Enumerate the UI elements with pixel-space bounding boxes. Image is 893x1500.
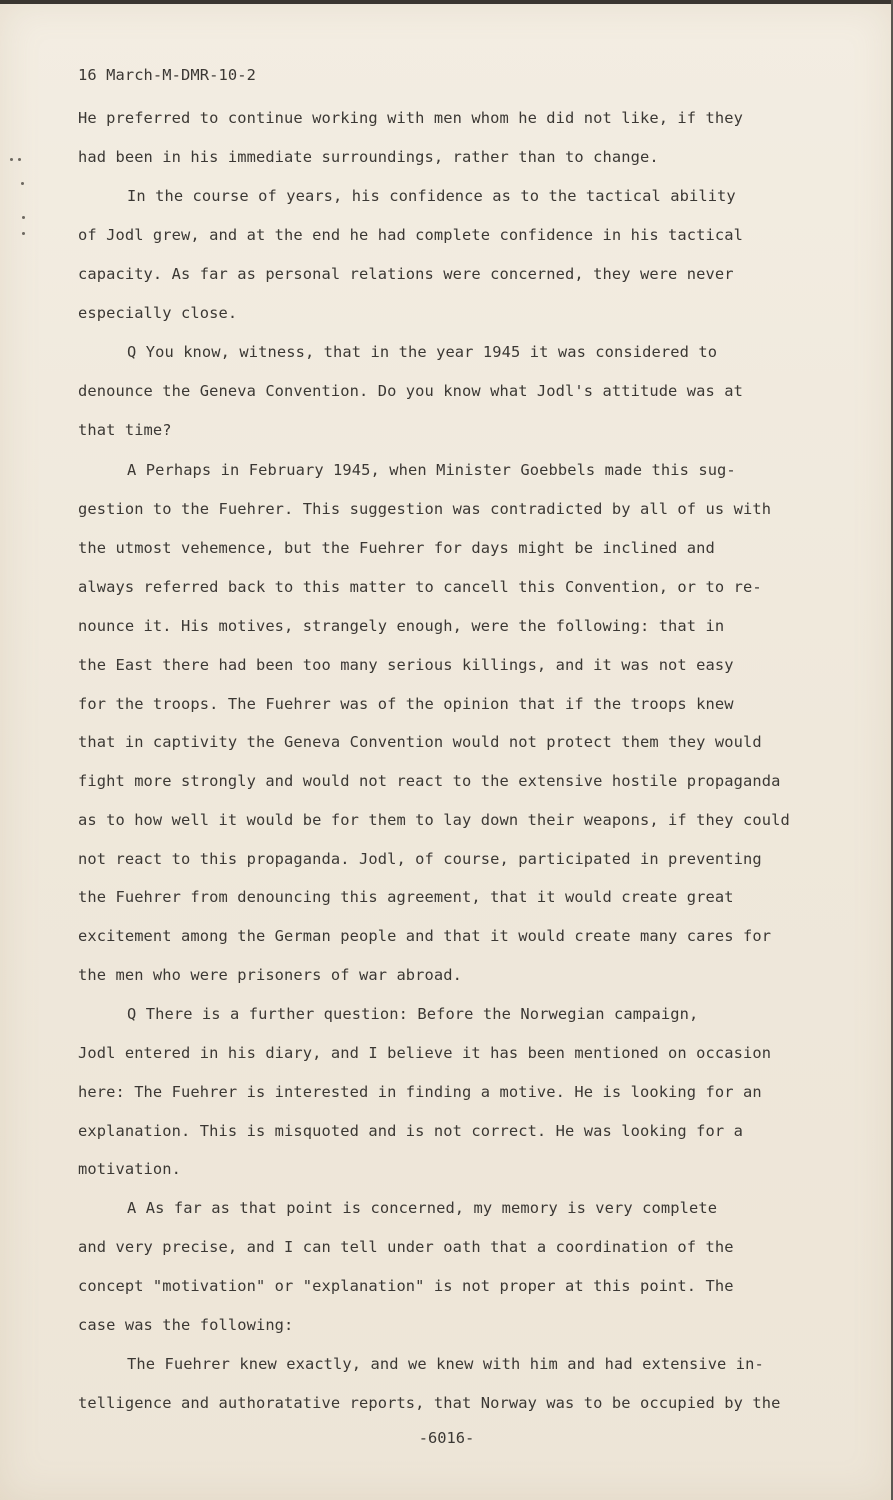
text-line: fight more strongly and would not react to the extensive hostile propaganda [78,772,781,790]
text-line: explanation. This is misquoted and is not correct. He was looking for a [78,1122,743,1140]
text-line: Q You know, witness, that in the year 1945 it was considered to [127,343,718,361]
text-line: especially close. [78,304,238,322]
text-line: that time? [78,421,172,439]
margin-mark [21,182,24,185]
text-line: here: The Fuehrer is interested in finding a motive. He is looking for an [78,1083,762,1101]
text-line: the utmost vehemence, but the Fuehrer for days might be inclined and [78,539,715,557]
text-line: telligence and authoratative reports, that Norway was to be occupied by the [78,1394,781,1412]
scan-edge-top [0,0,893,4]
text-line: for the troops. The Fuehrer was of the opinion that if the troops knew [78,695,734,713]
text-line: A Perhaps in February 1945, when Minister Goebbels made this sug- [127,461,736,479]
text-line: He preferred to continue working with men whom he did not like, if they [78,109,743,127]
text-line: The Fuehrer knew exactly, and we knew with him and had extensive in- [127,1355,764,1373]
text-line: had been in his immediate surroundings, rather than to change. [78,148,659,166]
text-line: A As far as that point is concerned, my memory is very complete [127,1199,718,1217]
margin-mark [22,232,25,235]
text-line: concept "motivation" or "explanation" is not proper at this point. The [78,1277,734,1295]
text-line: of Jodl grew, and at the end he had complete confidence in his tactical [78,226,743,244]
text-line: nounce it. His motives, strangely enough, were the following: that in [78,617,725,635]
text-line: Jodl entered in his diary, and I believe it has been mentioned on occasion [78,1044,772,1062]
margin-mark [10,158,13,161]
text-line: not react to this propaganda. Jodl, of course, participated in preventing [78,850,762,868]
text-line: capacity. As far as personal relations were concerned, they were never [78,265,734,283]
text-line: and very precise, and I can tell under oath that a coordination of the [78,1238,734,1256]
text-line: always referred back to this matter to cancell this Convention, or to re- [78,578,762,596]
margin-mark [18,158,21,161]
text-line: denounce the Geneva Convention. Do you know what Jodl's attitude was at [78,382,743,400]
text-line: that in captivity the Geneva Convention would not protect them they would [78,733,762,751]
text-line: case was the following: [78,1316,294,1334]
text-line: as to how well it would be for them to lay down their weapons, if they could [78,811,790,829]
margin-mark [22,216,25,219]
text-line: motivation. [78,1160,182,1178]
page-number: -6016- [418,1429,475,1447]
text-line: excitement among the German people and that it would create many cares for [78,927,772,945]
text-line: Q There is a further question: Before the Norwegian campaign, [127,1005,699,1023]
text-line: In the course of years, his confidence as to the tactical ability [127,187,736,205]
text-line: gestion to the Fuehrer. This suggestion was contradicted by all of us with [78,500,772,518]
text-line: the Fuehrer from denouncing this agreement, that it would create great [78,888,734,906]
document-header: 16 March-M-DMR-10-2 [78,66,256,84]
text-line: the men who were prisoners of war abroad. [78,966,463,984]
text-line: the East there had been too many serious killings, and it was not easy [78,656,734,674]
